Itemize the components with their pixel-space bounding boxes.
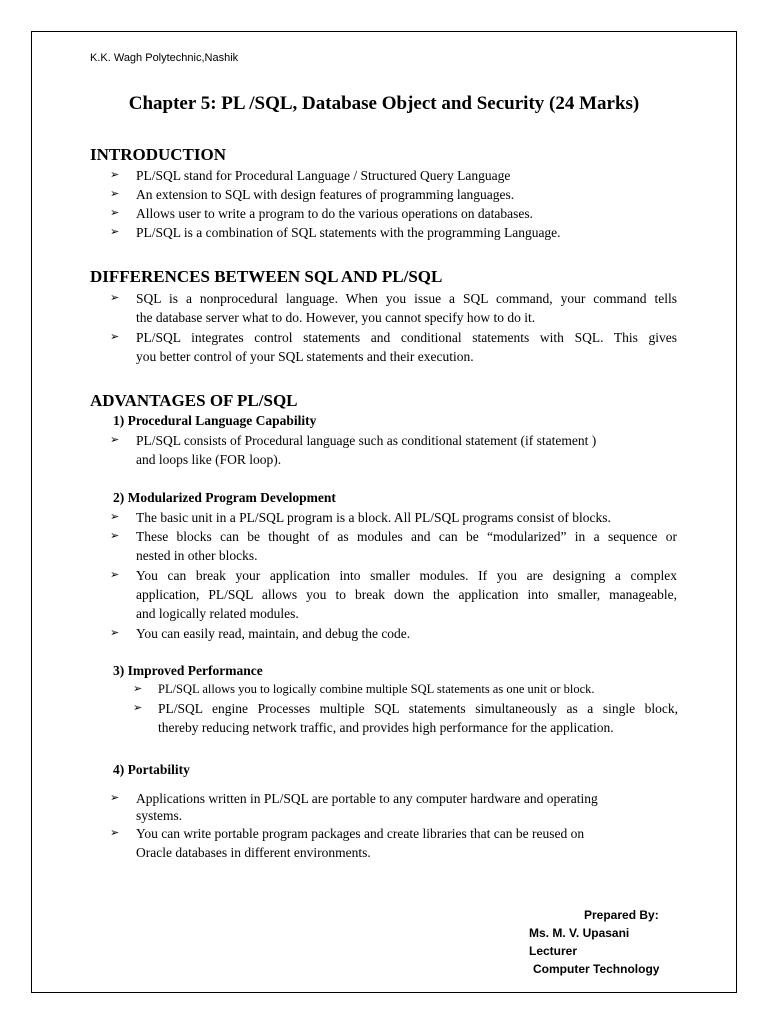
list-item-text: The basic unit in a PL/SQL program is a block. All PL/SQL programs consist of blocks. xyxy=(136,510,611,525)
list-item-text: You can easily read, maintain, and debug the code. xyxy=(136,626,411,641)
arrow-bullet-icon: ➢ xyxy=(110,434,120,446)
arrow-bullet-icon: ➢ xyxy=(110,188,120,200)
arrow-bullet-icon: ➢ xyxy=(110,827,120,839)
arrow-bullet-icon: ➢ xyxy=(110,569,120,581)
arrow-bullet-icon: ➢ xyxy=(110,292,120,304)
list-item-text: the database server what to do. However, you cannot specify how to do it. xyxy=(136,310,536,325)
arrow-bullet-icon: ➢ xyxy=(110,511,120,523)
subsection-title: 3) Improved Performance xyxy=(113,663,263,678)
list-item-text: Allows user to write a program to do the various operations on databases. xyxy=(136,206,534,221)
arrow-bullet-icon: ➢ xyxy=(110,226,120,238)
list-item-text: and loops like (FOR loop). xyxy=(136,452,282,467)
list-item-text: thereby reducing network traffic, and provides high performance for the application. xyxy=(158,720,614,735)
prepared-by-label: Prepared By: xyxy=(584,908,659,922)
section-heading-advantages: ADVANTAGES OF PL/SQL xyxy=(90,391,298,410)
list-item-text: An extension to SQL with design features of programming languages. xyxy=(136,187,515,202)
author-name: Ms. M. V. Upasani xyxy=(529,926,630,940)
list-item-text: PL/SQL integrates control statements and conditional statements with SQL. This gives xyxy=(136,330,677,345)
chapter-title: Chapter 5: PL /SQL, Database Object and Security (24 Marks) xyxy=(128,93,640,114)
list-item-text: systems. xyxy=(136,808,183,823)
arrow-bullet-icon: ➢ xyxy=(110,792,120,804)
arrow-bullet-icon: ➢ xyxy=(110,627,120,639)
list-item-text: PL/SQL consists of Procedural language such as conditional statement (if statement ) xyxy=(136,433,597,448)
list-item-text: PL/SQL is a combination of SQL statements with the programming Language. xyxy=(136,225,561,240)
list-item-text: nested in other blocks. xyxy=(136,548,258,563)
list-item-text: application, PL/SQL allows you to break down the application into smaller, manageable, xyxy=(136,587,677,602)
list-item-text: You can write portable program packages and create libraries that can be reused on xyxy=(136,826,585,841)
list-item-text: PL/SQL engine Processes multiple SQL statements simultaneously as a single block, xyxy=(158,701,678,716)
section-heading-differences: DIFFERENCES BETWEEN SQL AND PL/SQL xyxy=(90,267,443,286)
list-item-text: PL/SQL stand for Procedural Language / Structured Query Language xyxy=(136,168,511,183)
list-item-text: and logically related modules. xyxy=(136,606,299,621)
list-item-text: Applications written in PL/SQL are portable to any computer hardware and operating xyxy=(136,791,598,806)
section-heading-introduction: INTRODUCTION xyxy=(90,145,227,164)
list-item-text: Oracle databases in different environments. xyxy=(136,845,371,860)
author-department: Computer Technology xyxy=(533,962,660,976)
subsection-title: 4) Portability xyxy=(113,762,190,777)
list-item-text: These blocks can be thought of as modules and can be “modularized” in a sequence or xyxy=(136,529,677,544)
arrow-bullet-icon: ➢ xyxy=(133,702,143,714)
list-item-text: You can break your application into smaller modules. If you are designing a complex xyxy=(136,568,677,583)
institution-header: K.K. Wagh Polytechnic,Nashik xyxy=(90,52,239,64)
arrow-bullet-icon: ➢ xyxy=(133,683,143,695)
arrow-bullet-icon: ➢ xyxy=(110,207,120,219)
list-item-text: PL/SQL allows you to logically combine multiple SQL statements as one unit or block. xyxy=(158,682,595,696)
list-item-text: you better control of your SQL statements and their execution. xyxy=(136,349,474,364)
list-item-text: SQL is a nonprocedural language. When you issue a SQL command, your command tells xyxy=(136,291,677,306)
arrow-bullet-icon: ➢ xyxy=(110,530,120,542)
subsection-title: 1) Procedural Language Capability xyxy=(113,413,317,428)
arrow-bullet-icon: ➢ xyxy=(110,169,120,181)
author-role: Lecturer xyxy=(529,944,578,958)
arrow-bullet-icon: ➢ xyxy=(110,331,120,343)
subsection-title: 2) Modularized Program Development xyxy=(113,490,336,505)
